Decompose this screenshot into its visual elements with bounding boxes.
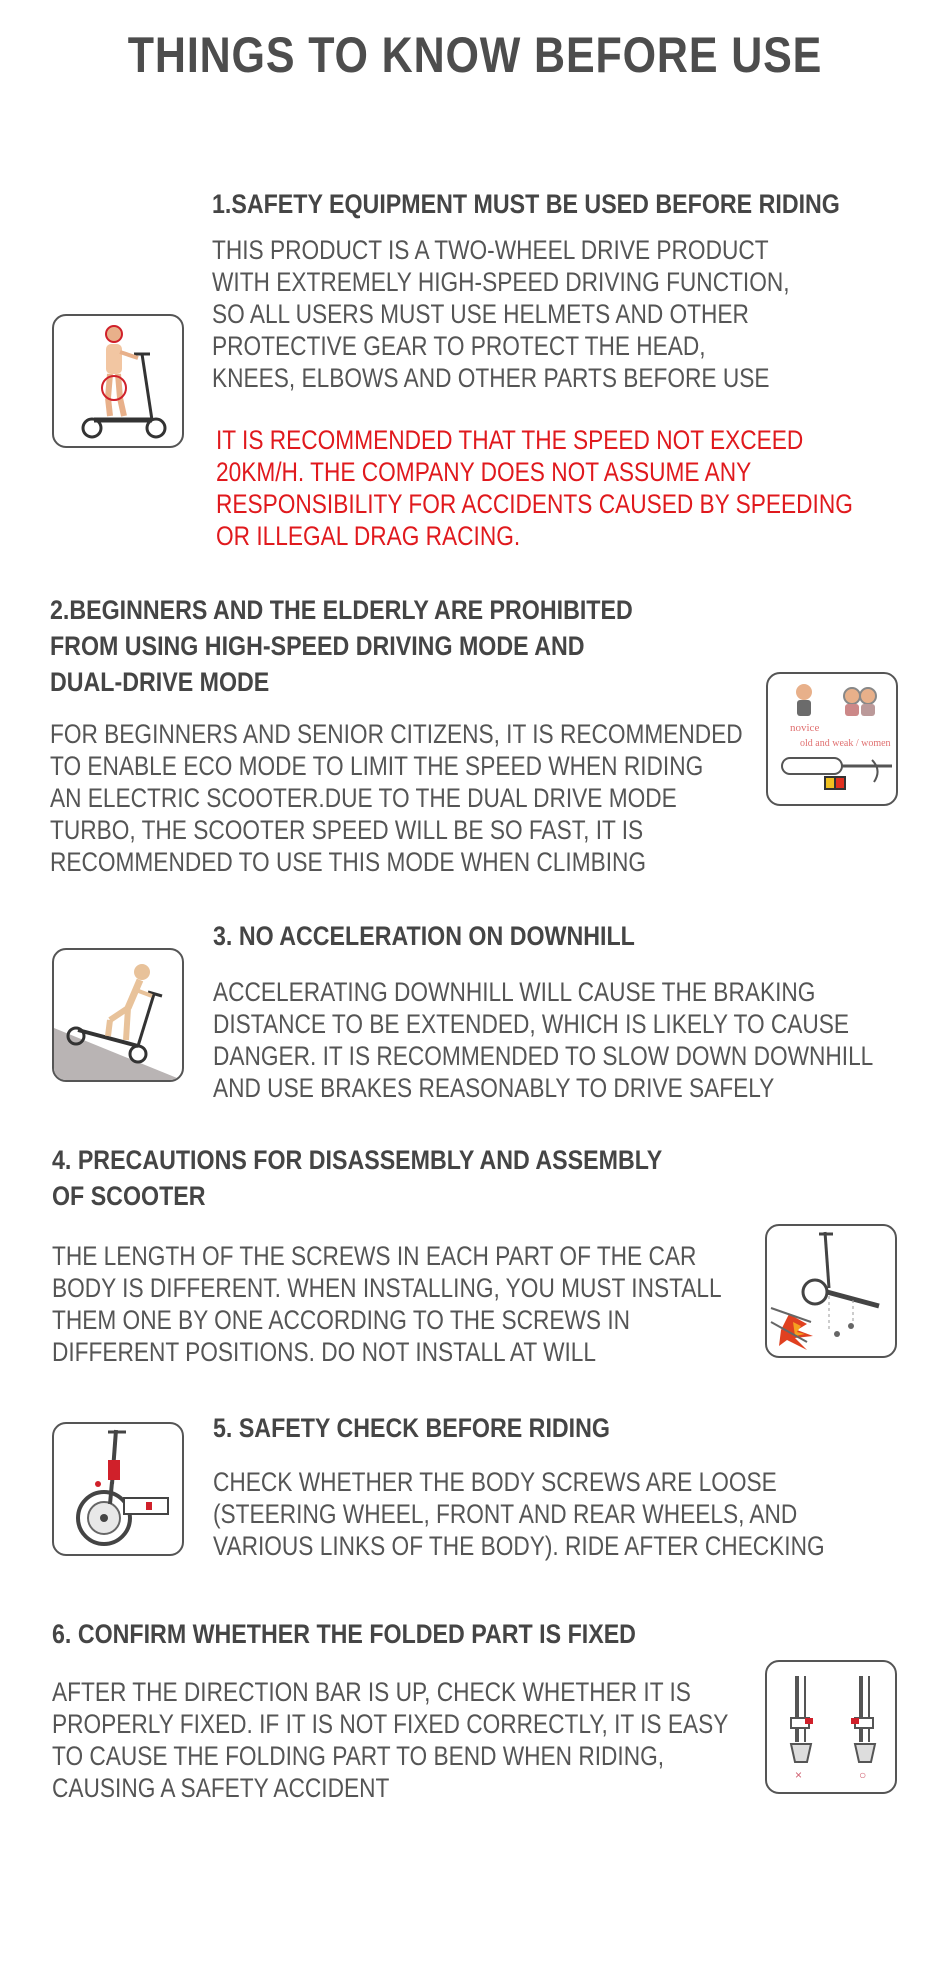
section-1-heading: 1.SAFETY EQUIPMENT MUST BE USED BEFORE RIDING	[212, 189, 840, 219]
section-3-heading: 3. NO ACCELERATION ON DOWNHILL	[213, 921, 635, 951]
folding-part-fixed-icon	[765, 1660, 897, 1794]
section-4-heading: 4. PRECAUTIONS FOR DISASSEMBLY AND ASSEMBLY OF SCOOTER	[52, 1145, 663, 1211]
novice-label: novice	[790, 722, 820, 734]
wrong-mark: ×	[795, 1768, 803, 1782]
section-3-body: ACCELERATING DOWNHILL WILL CAUSE THE BRAKING DISTANCE TO BE EXTENDED, WHICH IS LIKELY TO CAUSE DANGER. IT IS RECOMMENDED TO SLOW DOWN DOWNHILL AND USE BRAKES REASONABLY TO DRIVE SAFELY	[213, 977, 874, 1103]
correct-mark: ○	[859, 1768, 867, 1782]
page-title: THINGS TO KNOW BEFORE USE	[127, 27, 823, 83]
downhill-rider-icon	[52, 948, 184, 1082]
section-2-body: FOR BEGINNERS AND SENIOR CITIZENS, IT IS RECOMMENDED TO ENABLE ECO MODE TO LIMIT THE SPEED WHEN RIDING AN ELECTRIC SCOOTER.DUE TO THE DUAL DRIVE MODE TURBO, THE SCOOTER SPEED WILL BE SO FAST, IT IS RECOMMENDED TO USE THIS MODE WHEN CLIMBING	[50, 719, 743, 877]
section-6-body: AFTER THE DIRECTION BAR IS UP, CHECK WHETHER IT IS PROPERLY FIXED. IF IT IS NOT FIXED CORRECTLY, IT IS EASY TO CAUSE THE FOLDING PART TO BEND WHEN RIDING, CAUSING A SAFETY ACCIDENT	[52, 1677, 729, 1803]
section-1-body: THIS PRODUCT IS A TWO-WHEEL DRIVE PRODUCT WITH EXTREMELY HIGH-SPEED DRIVING FUNCTION, SO ALL USERS MUST USE HELMETS AND OTHER PROTECTIVE GEAR TO PROTECT THE HEAD, KNEES, ELBOWS AND OTHER PARTS BEFORE USE	[212, 235, 790, 393]
old-weak-women-label: old and weak / women	[800, 738, 891, 749]
novice-elderly-icon	[766, 672, 898, 806]
section-4-body: THE LENGTH OF THE SCREWS IN EACH PART OF THE CAR BODY IS DIFFERENT. WHEN INSTALLING, YOU MUST INSTALL THEM ONE BY ONE ACCORDING TO THE SCREWS IN DIFFERENT POSITIONS. DO NOT INSTALL AT WILL	[52, 1241, 722, 1367]
section-2-heading: 2.BEGINNERS AND THE ELDERLY ARE PROHIBITED FROM USING HIGH-SPEED DRIVING MODE AND DUAL-DRIVE MODE	[50, 595, 633, 697]
section-6-heading: 6. CONFIRM WHETHER THE FOLDED PART IS FIXED	[52, 1619, 636, 1649]
speed-warning-text: IT IS RECOMMENDED THAT THE SPEED NOT EXCEED 20KM/H. THE COMPANY DOES NOT ASSUME ANY RESPONSIBILITY FOR ACCIDENTS CAUSED BY SPEEDING OR ILLEGAL DRAG RACING.	[216, 425, 853, 551]
safety-gear-rider-icon	[52, 314, 184, 448]
section-5-heading: 5. SAFETY CHECK BEFORE RIDING	[213, 1413, 610, 1443]
section-5-body: CHECK WHETHER THE BODY SCREWS ARE LOOSE (STEERING WHEEL, FRONT AND REAR WHEELS, AND VARIOUS LINKS OF THE BODY). RIDE AFTER CHECKING	[213, 1467, 825, 1561]
wheel-screws-check-icon	[52, 1422, 184, 1556]
screws-assembly-icon	[765, 1224, 897, 1358]
